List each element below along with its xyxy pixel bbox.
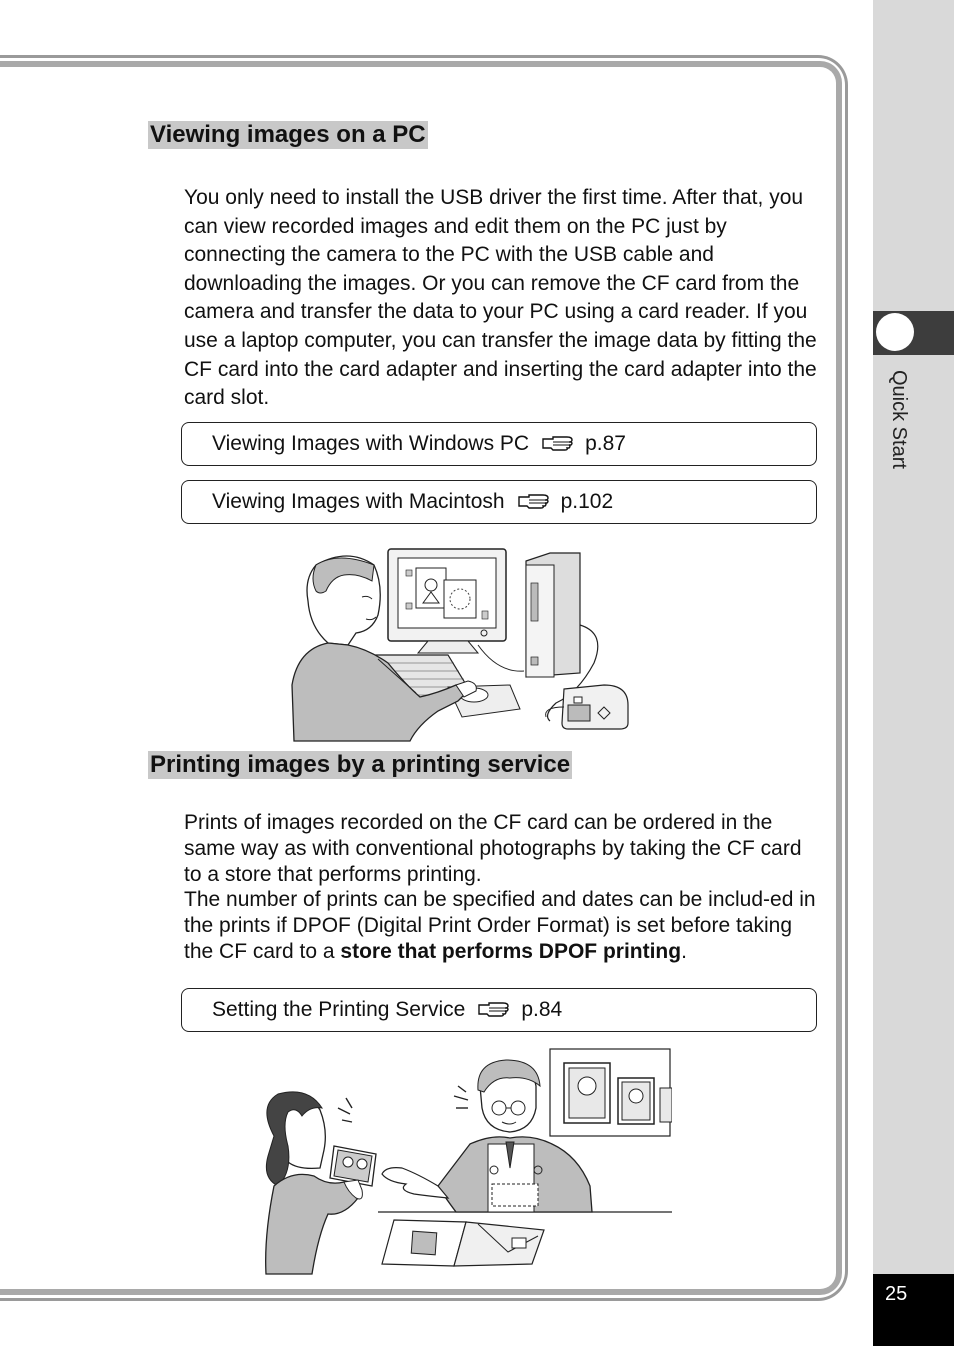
reference-label: Viewing Images with Windows PC <box>212 432 530 455</box>
heading-viewing-images-pc: Viewing images on a PC <box>150 121 426 148</box>
paragraph-printing-service <box>184 810 824 965</box>
reference-page: p.102 <box>560 490 614 513</box>
pointing-hand-icon <box>477 999 511 1019</box>
person-at-computer-illustration <box>288 545 633 743</box>
paragraph-text-2 <box>184 887 824 964</box>
paragraph-text-2-end: . <box>681 939 687 963</box>
reference-windows-pc[interactable] <box>181 422 817 466</box>
page-number: 25 <box>885 1283 908 1305</box>
paragraph-text: You only need to install the USB driver the first time. After that, you can view recorded images and edit them on the PC just by connecting the camera to the PC with the USB cable and downloading the images. Or you can remove the CF card from the camera and transfer the data to your PC using a card reader. If you use a laptop computer, you can transfer the image data by fitting the CF card into the card adapter and inserting the card adapter into the card slot. <box>184 186 817 410</box>
paragraph-viewing-images-pc <box>184 184 824 413</box>
reference-printing-service[interactable] <box>181 988 817 1032</box>
heading-printing-service: Printing images by a printing service <box>150 751 571 778</box>
paragraph-text-2-start: The number of prints can be specified and dates can be includ-ed in the prints if DPOF (Digital Print Order Format) is set before taking the CF card to a <box>184 888 816 963</box>
chapter-tab-circle-icon <box>876 313 914 351</box>
side-strip <box>873 0 954 1346</box>
print-shop-illustration <box>248 1046 672 1276</box>
chapter-label: Quick Start <box>888 370 910 469</box>
pointing-hand-icon <box>541 433 575 453</box>
paragraph-text-2-bold: store that performs DPOF printing <box>340 939 682 963</box>
paragraph-text-1: Prints of images recorded on the CF card can be ordered in the same way as with conventional photographs by taking the CF card to a store that performs printing. <box>184 811 802 886</box>
pointing-hand-icon <box>517 491 551 511</box>
reference-page: p.87 <box>585 432 626 455</box>
reference-label: Viewing Images with Macintosh <box>212 490 505 513</box>
reference-label: Setting the Printing Service <box>212 998 466 1021</box>
reference-page: p.84 <box>521 998 563 1021</box>
reference-macintosh[interactable] <box>181 480 817 524</box>
